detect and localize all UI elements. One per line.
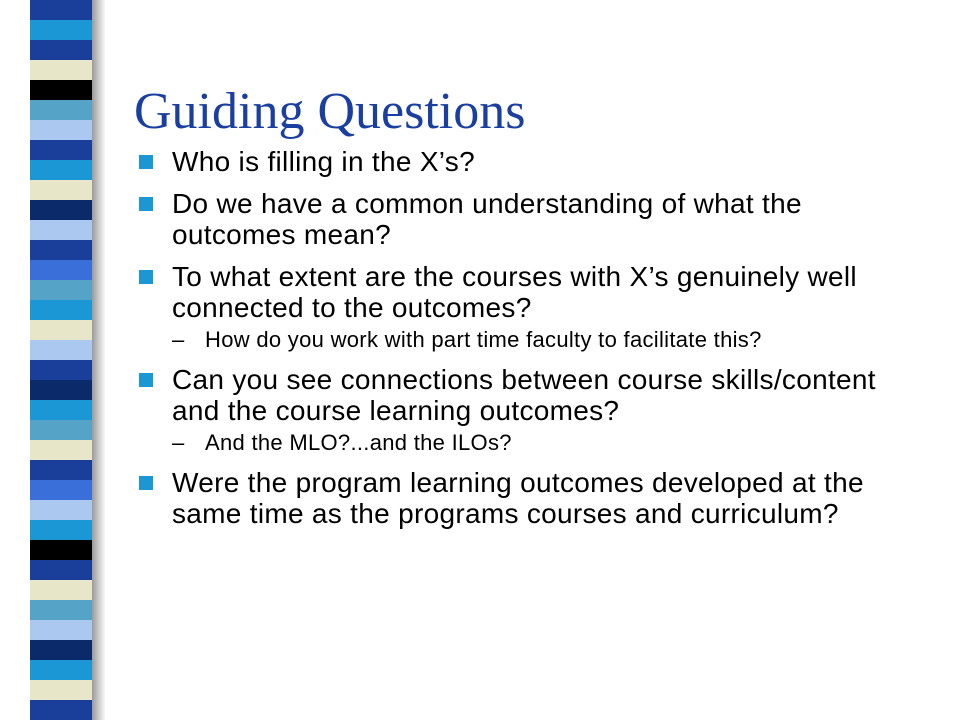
stripe-block [30, 160, 92, 180]
bullet-text: Were the program learning outcomes developed at the same time as the programs courses and curriculum? [172, 467, 864, 529]
stripe-block [30, 300, 92, 320]
bullet-text: Can you see connections between course skills/content and the course learning outcomes? [172, 364, 876, 426]
dash-marker: – [172, 430, 185, 455]
stripe-block [30, 100, 92, 120]
stripe-block [30, 340, 92, 360]
bullet-text: Who is filling in the X’s? [172, 146, 475, 177]
stripe-block [30, 680, 92, 700]
stripe-block [30, 520, 92, 540]
sub-bullet-item [172, 327, 926, 353]
square-bullet-icon [139, 155, 153, 169]
stripe-block [30, 140, 92, 160]
square-bullet-icon [139, 476, 153, 490]
bullet-item [136, 364, 926, 456]
decorative-stripe [30, 0, 92, 720]
sub-bullet-item [172, 430, 926, 456]
stripe-block [30, 180, 92, 200]
dash-marker: – [172, 327, 185, 352]
sub-bullet-text: And the MLO?...and the ILOs? [205, 430, 512, 455]
stripe-block [30, 460, 92, 480]
stripe-block [30, 0, 92, 20]
stripe-block [30, 40, 92, 60]
bullet-text: To what extent are the courses with X’s genuinely well connected to the outcomes? [172, 261, 857, 323]
bullet-item [136, 467, 926, 529]
stripe-block [30, 240, 92, 260]
stripe-block [30, 60, 92, 80]
stripe-block [30, 660, 92, 680]
sub-bullet-list [172, 327, 926, 353]
stripe-block [30, 500, 92, 520]
slide-title: Guiding Questions [134, 83, 526, 140]
stripe-block [30, 580, 92, 600]
bullet-item [136, 146, 926, 177]
stripe-block [30, 700, 92, 720]
stripe-block [30, 220, 92, 240]
bullet-item [136, 261, 926, 353]
bullet-list [136, 146, 926, 540]
stripe-shadow [92, 0, 106, 720]
stripe-block [30, 620, 92, 640]
stripe-block [30, 380, 92, 400]
stripe-block [30, 20, 92, 40]
sub-bullet-text: How do you work with part time faculty to facilitate this? [205, 327, 762, 352]
square-bullet-icon [139, 270, 153, 284]
stripe-block [30, 400, 92, 420]
bullet-item [136, 188, 926, 250]
stripe-block [30, 440, 92, 460]
stripe-block [30, 260, 92, 280]
bullet-text: Do we have a common understanding of what the outcomes mean? [172, 188, 802, 250]
stripe-block [30, 640, 92, 660]
sub-bullet-list [172, 430, 926, 456]
stripe-block [30, 480, 92, 500]
stripe-block [30, 560, 92, 580]
stripe-block [30, 280, 92, 300]
stripe-block [30, 600, 92, 620]
stripe-block [30, 200, 92, 220]
square-bullet-icon [139, 197, 153, 211]
stripe-block [30, 540, 92, 560]
square-bullet-icon [139, 373, 153, 387]
stripe-block [30, 360, 92, 380]
stripe-block [30, 120, 92, 140]
stripe-block [30, 80, 92, 100]
stripe-block [30, 320, 92, 340]
stripe-block [30, 420, 92, 440]
